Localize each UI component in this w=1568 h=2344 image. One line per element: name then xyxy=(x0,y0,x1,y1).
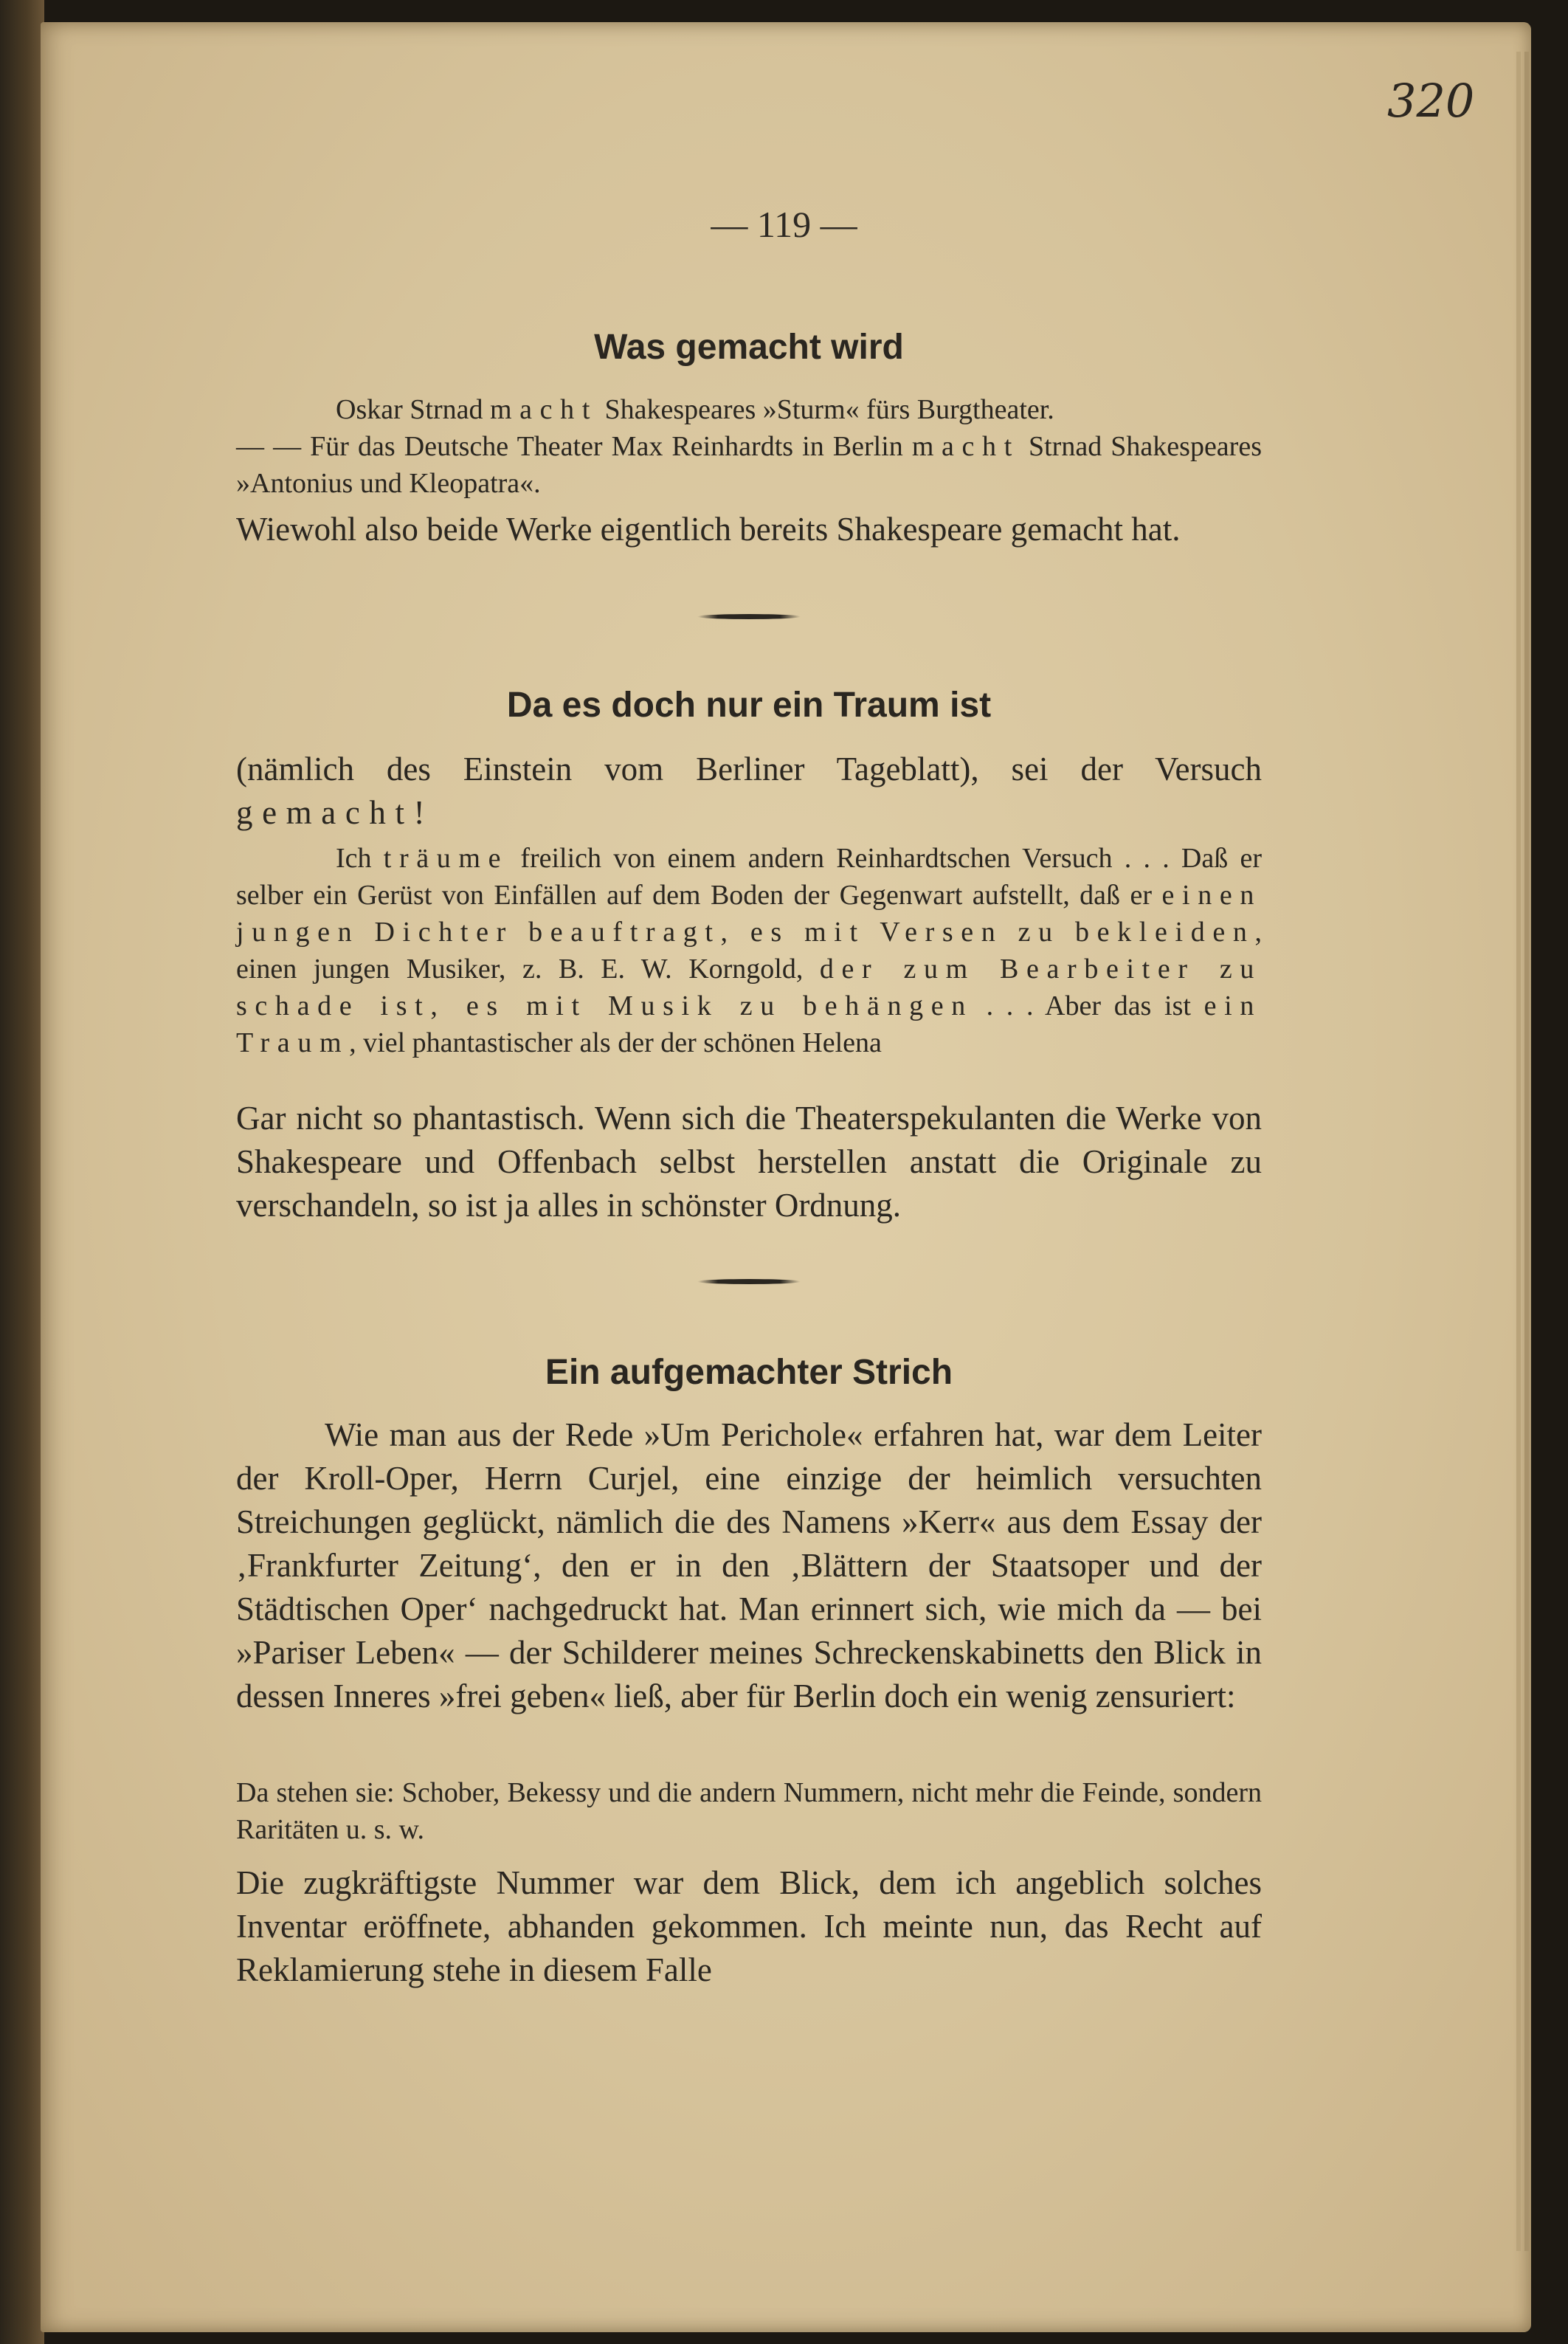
page-edge xyxy=(1516,52,1521,2251)
book-binding xyxy=(0,0,44,2344)
handwritten-folio-number: 320 xyxy=(1387,74,1475,128)
section-intro: (nämlich des Einstein vom Berliner Tageblatt), sei der Versuch gemacht! xyxy=(236,751,1262,831)
page-number: — 119 — xyxy=(711,204,857,245)
section-quote: Ich träume freilich von einem andern Reinhardtschen Versuch . . . Daß er selber ein Gerüst von Einfällen auf dem Boden der Gegenwart aufstellt, daß er einen jungen Dichter beauftragt, es mit Versen zu bekleiden, einen jungen Musiker, z. B. E. W. Korngold, der zum Bearbeiter zu schade ist, es mit Musik zu behängen . . . Aber das ist ein Traum, viel phantastischer als der der schönen Helena xyxy=(236,843,1262,1058)
section-quote: Da stehen sie: Schober, Bekessy und die andern Nummern, nicht mehr die Feinde, sondern Raritäten u. s. w. xyxy=(236,1777,1262,1845)
section-body: Wie man aus der Rede »Um Perichole« erfahren hat, war dem Leiter der Kroll-Oper, Herrn Curjel, eine einzige der heimlich versuchten Streichungen geglückt, nämlich die des Namens »Kerr« aus dem Essay der ‚Frankfurter Zeitung‘, den er in den ‚Blättern der Staatsoper und der Städtischen Oper‘ nachgedruckt hat. Man erinnert sich, wie mich da — bei »Pariser Leben« — der Schilderer meines Schreckenskabinetts den Blick in dessen Inneres »frei geben« ließ, aber für Berlin doch ein wenig zensuriert: xyxy=(236,1416,1262,1714)
section-body: Gar nicht so phantastisch. Wenn sich die Theaterspekulanten die Werke von Shakespeare und Offenbach selbst herstellen anstatt die Originale zu verschandeln, so ist ja alles in schönster Ordnung. xyxy=(236,1100,1262,1224)
section-quote: Oskar Strnad macht Shakespeares »Sturm« fürs Burgtheater. — — Für das Deutsche Theater Max Reinhardts in Berlin macht Strnad Shakespeares »Antonius und Kleopatra«. xyxy=(236,394,1262,499)
section-title-was-gemacht-wird: Was gemacht wird xyxy=(594,328,904,367)
page-edge xyxy=(1524,52,1529,2251)
section-divider xyxy=(236,614,1262,619)
section-body: Wiewohl also beide Werke eigentlich bereits Shakespeare gemacht hat. xyxy=(236,511,1181,548)
section-title-traum: Da es doch nur ein Traum ist xyxy=(506,686,992,725)
section-body: Die zugkräftigste Nummer war dem Blick, dem ich angeblich solches Inventar eröffnete, abhanden gekommen. Ich meinte nun, das Recht auf Reklamierung stehe in diesem Falle xyxy=(236,1864,1262,1988)
section-title-strich: Ein aufgemachter Strich xyxy=(545,1353,953,1392)
section-divider xyxy=(236,1279,1262,1284)
